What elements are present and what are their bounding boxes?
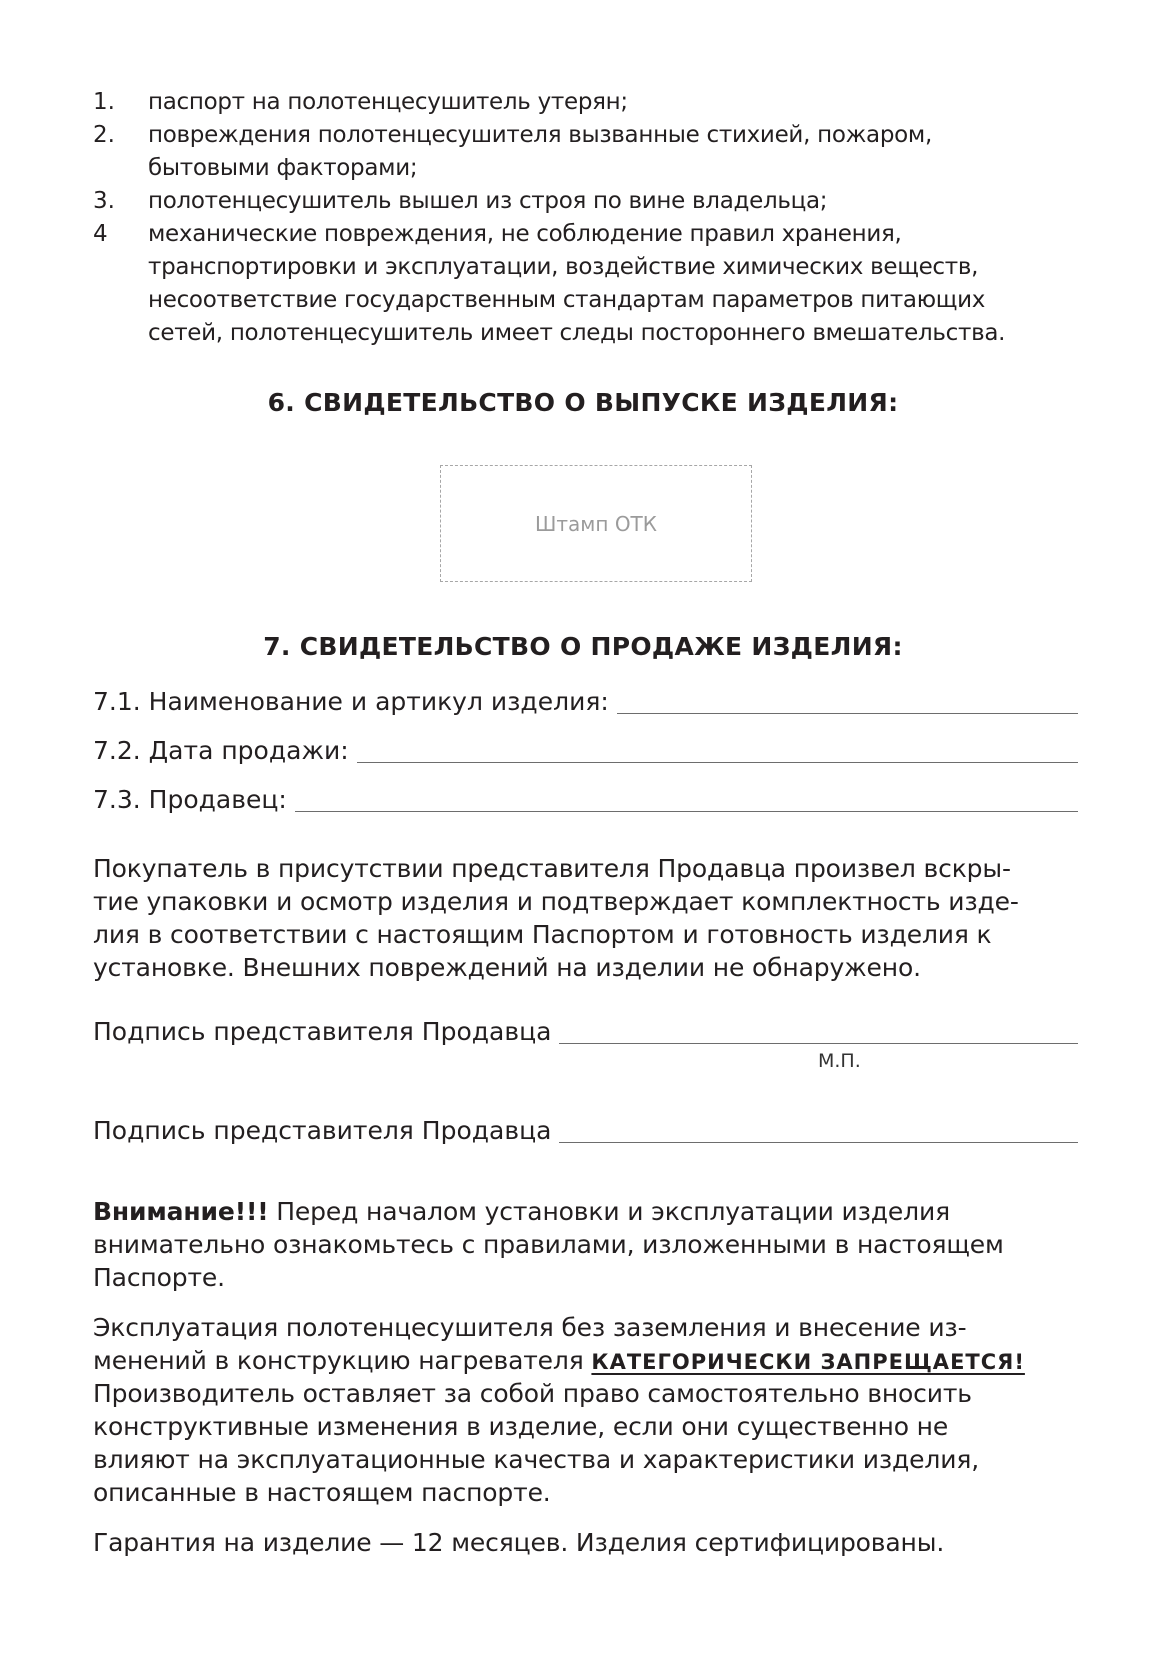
signature-2[interactable] bbox=[93, 1114, 1078, 1147]
list-item: паспорт на полотенцесушитель утерян; bbox=[148, 89, 628, 115]
sale-date-blank-line[interactable] bbox=[357, 762, 1078, 763]
paragraph-line: тие упаковки и осмотр изделия и подтверждает комплектность изде- bbox=[93, 887, 1019, 916]
stamp-place-label: М.П. bbox=[818, 1050, 861, 1072]
list-number: 2. bbox=[93, 122, 115, 148]
list-item: механические повреждения, не соблюдение правил хранения, bbox=[148, 221, 902, 247]
field-label: 7.1. Наименование и артикул изделия: bbox=[93, 687, 609, 716]
field-sale-date[interactable] bbox=[93, 734, 1078, 767]
operation-text: менений в конструкцию нагревателя bbox=[93, 1346, 592, 1375]
paragraph-line: Эксплуатация полотенцесушителя без заземления и внесение из- bbox=[93, 1313, 967, 1342]
field-label: 7.3. Продавец: bbox=[93, 785, 287, 814]
list-item: полотенцесушитель вышел из строя по вине владельца; bbox=[148, 188, 828, 214]
field-label: 7.2. Дата продажи: bbox=[93, 736, 349, 765]
warning-bold: Внимание!!! bbox=[93, 1197, 269, 1226]
section-7-title: 7. СВИДЕТЕЛЬСТВО О ПРОДАЖЕ ИЗДЕЛИЯ: bbox=[263, 632, 903, 661]
list-item: повреждения полотенцесушителя вызванные стихией, пожаром, bbox=[148, 122, 932, 148]
list-item: бытовыми факторами; bbox=[148, 155, 418, 181]
paragraph-line: лия в соответствии с настоящим Паспортом и готовность изделия к bbox=[93, 920, 992, 949]
signature-1-blank-line[interactable] bbox=[559, 1043, 1078, 1044]
product-name-blank-line[interactable] bbox=[617, 713, 1078, 714]
seller-blank-line[interactable] bbox=[295, 811, 1078, 812]
paragraph-line: Паспорте. bbox=[93, 1263, 225, 1292]
warranty-text: Гарантия на изделие — 12 месяцев. Изделия сертифицированы. bbox=[93, 1528, 945, 1557]
paragraph-line: конструктивные изменения в изделие, если они существенно не bbox=[93, 1412, 949, 1441]
paragraph-line: внимательно ознакомьтесь с правилами, изложенными в настоящем bbox=[93, 1230, 1004, 1259]
paragraph-line bbox=[93, 1195, 950, 1228]
section-6-title: 6. СВИДЕТЕЛЬСТВО О ВЫПУСКЕ ИЗДЕЛИЯ: bbox=[267, 388, 899, 417]
signature-2-blank-line[interactable] bbox=[559, 1142, 1078, 1143]
field-seller[interactable] bbox=[93, 783, 1078, 816]
list-number: 3. bbox=[93, 188, 115, 214]
list-number: 1. bbox=[93, 89, 115, 115]
list-item: сетей, полотенцесушитель имеет следы постороннего вмешательства. bbox=[148, 320, 1006, 346]
signature-label: Подпись представителя Продавца bbox=[93, 1017, 552, 1046]
field-product-name[interactable] bbox=[93, 685, 1078, 718]
forbidden-notice: КАТЕГОРИЧЕСКИ ЗАПРЕЩАЕТСЯ! bbox=[591, 1350, 1025, 1374]
paragraph-line: Покупатель в присутствии представителя Продавца произвел вскры- bbox=[93, 854, 1011, 883]
signature-label: Подпись представителя Продавца bbox=[93, 1116, 552, 1145]
paragraph-line: описанные в настоящем паспорте. bbox=[93, 1478, 551, 1507]
list-item: транспортировки и эксплуатации, воздействие химических веществ, bbox=[148, 254, 979, 280]
paragraph-line bbox=[93, 1344, 1025, 1379]
paragraph-line: установке. Внешних повреждений на изделии не обнаружено. bbox=[93, 953, 921, 982]
list-number: 4 bbox=[93, 221, 108, 247]
otk-stamp-box bbox=[440, 465, 752, 582]
paragraph-line: влияют на эксплуатационные качества и характеристики изделия, bbox=[93, 1445, 980, 1474]
paragraph-line: Производитель оставляет за собой право самостоятельно вносить bbox=[93, 1379, 972, 1408]
list-item: несоответствие государственным стандартам параметров питающих bbox=[148, 287, 986, 313]
signature-1[interactable] bbox=[93, 1015, 1078, 1048]
stamp-label: Штамп ОТК bbox=[535, 511, 657, 536]
warning-text: Перед началом установки и эксплуатации изделия bbox=[268, 1197, 950, 1226]
